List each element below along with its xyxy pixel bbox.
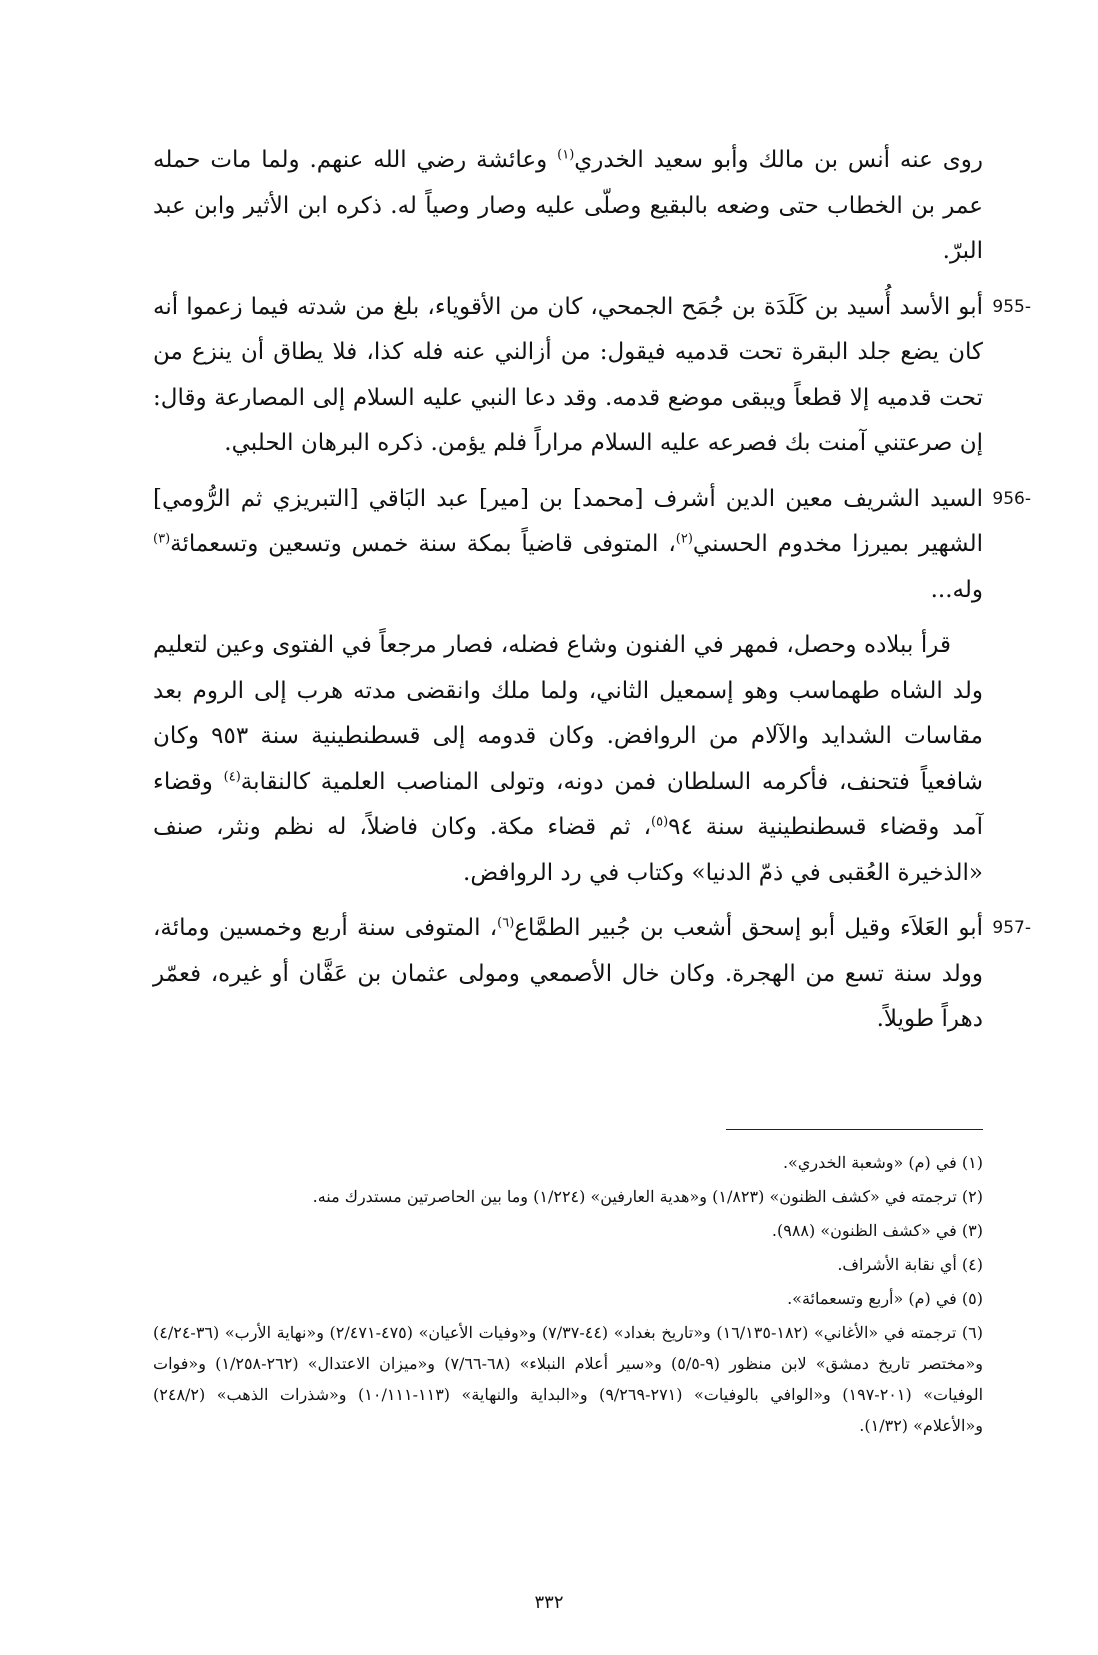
- entry-956: [153, 477, 1031, 614]
- footnote-4: (٤) أي نقابة الأشراف.: [837, 1255, 983, 1274]
- entry-text-1: أبو العَلاَء وقيل أبو إسحق أشعب بن جُبير الطمَّاع: [514, 915, 983, 941]
- entry-957: [153, 906, 1031, 1043]
- page-number: ٣٣٢: [534, 1592, 564, 1613]
- main-text: [153, 138, 1031, 1053]
- footnote-ref-1[interactable]: (١): [557, 147, 575, 163]
- footnote-ref-4[interactable]: (٤): [223, 768, 241, 784]
- entry-text-2: ، المتوفى سنة أربع وخمسين ومائة، وولد سنة تسع من الهجرة. وكان خال الأصمعي ومولى عثمان بن عَفَّان أو غيره، فعمّر دهراً طويلاً.: [153, 915, 983, 1032]
- intro-text-2: وعائشة رضي الله عنهم. ولما مات حمله عمر بن الخطاب حتى وضعه بالبقيع وصلّى عليه وصار وصياً له. ذكره ابن الأثير وابن عبد البرّ.: [153, 147, 983, 264]
- footnote-1: (١) في (م) «وشعبة الخدري».: [782, 1153, 983, 1172]
- entry-number: 956-: [992, 488, 1031, 509]
- footnote-ref-5[interactable]: (٥): [651, 814, 669, 830]
- footnote-2: (٢) ترجمته في «كشف الظنون» (١/٨٢٣) و«هدية العارفين» (١/٢٢٤) وما بين الحاصرتين مستدرك منه.: [312, 1187, 983, 1206]
- entry-955: [153, 285, 1031, 467]
- intro-paragraph: [153, 138, 983, 275]
- footnote-6: (٦) ترجمته في «الأغاني» (١٨٢-١٦/١٣٥) و«تاريخ بغداد» (٤٤-٧/٣٧) و«وفيات الأعيان» (٤٧٥-٢/٤٧١) و«نهاية الأرب» (٣٦-٤/٢٤) و«مختصر تاريخ دمشق» لابن منظور (٩-٥/٥) و«سير أعلام النبلاء» (٦٨-٧/٦٦) و«ميزان الاعتدال» (٢٦٢-١/٢٥٨) و«فوات الوفيات» (٢٠١-١٩٧) و«الوافي بالوفيات» (٢٧١-٩/٢٦٩) و«البداية والنهاية» (١١٣-١٠/١١١) و«شذرات الذهب» (٢٤٨/٢) و«الأعلام» (١/٣٢).: [153, 1323, 984, 1435]
- footnotes: [153, 1147, 983, 1444]
- entry-number: 957-: [992, 918, 1031, 938]
- continuation-text-3: ، ثم قضاء مكة. وكان فاضلاً، له نظم ونثر، صنف «الذخيرة العُقبى في ذمّ الدنيا» وكتاب في رد الروافض.: [153, 814, 983, 886]
- continuation-text-2: وقضاء آمد وقضاء قسطنطينية سنة ٩٤: [153, 768, 983, 840]
- entry-text-1: السيد الشريف معين الدين أشرف [محمد] بن [مير] عبد البَاقي [التبريزي ثم الرُّومي] الشهير بميرزا مخدوم الحسني: [153, 485, 983, 557]
- footnote-ref-6[interactable]: (٦): [497, 915, 515, 931]
- footnote-ref-2[interactable]: (٢): [675, 531, 693, 547]
- footnote-3: (٣) في «كشف الظنون» (٩٨٨).: [771, 1221, 983, 1240]
- footnote-5: (٥) في (م) «أربع وتسعمائة».: [787, 1289, 983, 1308]
- entry-text: أبو الأسد أُسيد بن كَلَدَة بن جُمَح الجمحي، كان من الأقوياء، بلغ من شدته فيما زعموا أنه كان يضع جلد البقرة تحت قدميه فيقول: من أزالني عنه فله كذا، فلا يطاق أن ينزع من تحت قدميه إلا قطعاً ويبقى موضع قدمه. وقد دعا النبي عليه السلام إلى المصارعة وقال: إن صرعتني آمنت بك فصرعه عليه السلام مراراً فلم يؤمن. ذكره البرهان الحلبي.: [153, 293, 983, 456]
- continuation-paragraph: [153, 623, 983, 896]
- footnote-ref-3[interactable]: (٣): [153, 531, 171, 547]
- intro-text-1: روى عنه أنس بن مالك وأبو سعيد الخدري: [574, 147, 983, 173]
- entry-number: 955-: [992, 296, 1031, 317]
- footnote-separator: [726, 1129, 983, 1130]
- entry-text-3: وله...: [930, 576, 983, 603]
- continuation-text-1: قرأ ببلاده وحصل، فمهر في الفنون وشاع فضله، فصار مرجعاً في الفتوى وعين لتعليم ولد الشاه طهماسب وهو إسمعيل الثاني، ولما ملك وانقضى مدته هرب إلى الروم بعد مقاسات الشدايد والآلام من الروافض. وكان قدومه إلى قسطنطينية سنة ٩٥٣ وكان شافعياً فتحنف، فأكرمه السلطان فمن دونه، وتولى المناصب العلمية كالنقابة: [153, 632, 983, 795]
- entry-text-2: ، المتوفى قاضياً بمكة سنة خمس وتسعين وتسعمائة: [170, 531, 676, 557]
